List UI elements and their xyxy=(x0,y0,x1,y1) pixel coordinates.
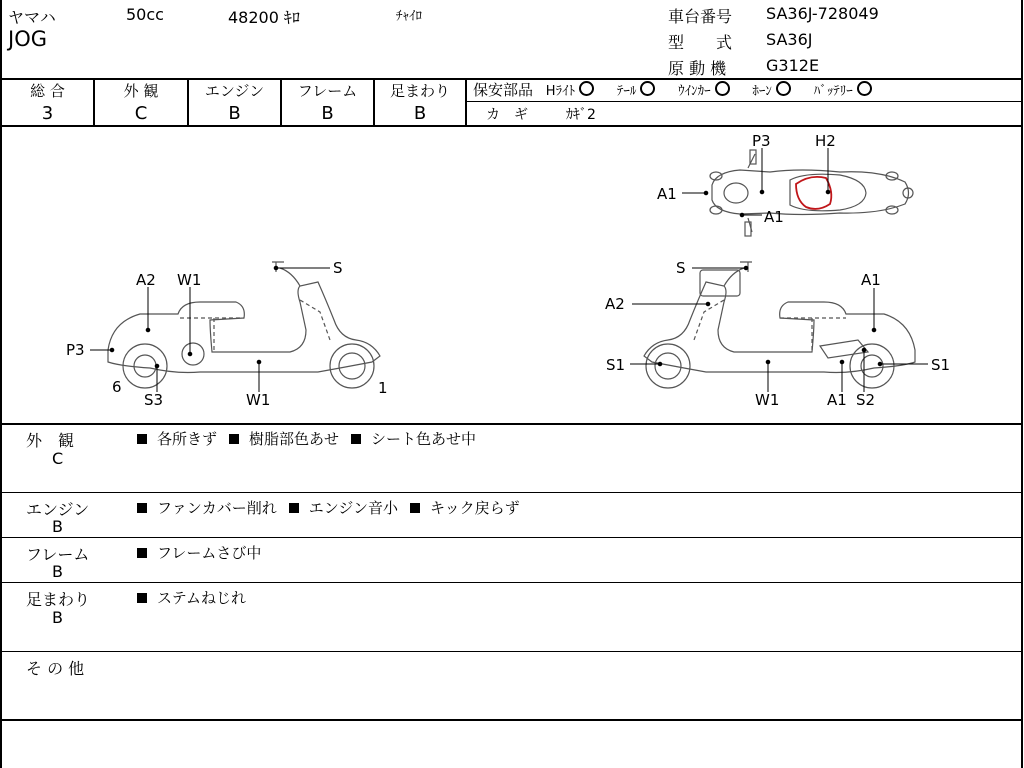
section-frame-title: フレーム xyxy=(26,545,90,564)
safety-item-label: Hﾗｲﾄ xyxy=(545,84,576,99)
note-item: ファンカバー削れ xyxy=(137,497,277,518)
label-right-a2: A2 xyxy=(605,295,625,313)
bullet-square-icon xyxy=(137,434,147,444)
section-divider xyxy=(0,719,1023,721)
section-frame-grade: B xyxy=(52,562,63,581)
key-value: ｶｷﾞ2 xyxy=(566,107,596,123)
section-suspension-grade: B xyxy=(52,608,63,627)
section-divider xyxy=(0,492,1023,493)
label-left-p3: P3 xyxy=(66,341,85,359)
section-suspension-title: 足まわり xyxy=(26,590,91,609)
grade-value: C xyxy=(134,103,148,124)
safety-item-battery xyxy=(814,84,872,99)
section-frame-notes xyxy=(137,542,273,563)
grade-frame xyxy=(282,80,373,126)
maker: ヤマハ xyxy=(8,8,56,27)
ok-circle-icon xyxy=(579,81,594,96)
grade-value: B xyxy=(321,103,334,124)
label-left-a2: A2 xyxy=(136,271,156,289)
safety-item-horn xyxy=(752,84,791,99)
note-item: キック戻らず xyxy=(410,497,520,518)
damage-diagram xyxy=(0,127,1022,423)
ok-circle-icon xyxy=(857,81,872,96)
mileage: 48200 ｷﾛ xyxy=(228,8,300,27)
color: ﾁｬｲﾛ xyxy=(396,9,422,24)
model-type-label: 型 式 xyxy=(668,33,733,52)
section-divider xyxy=(0,537,1023,538)
label-right-s2: S2 xyxy=(856,391,876,409)
label-left-s3: S3 xyxy=(144,391,164,409)
safety-item-label: ﾃｰﾙ xyxy=(616,84,637,99)
model-name: JOG xyxy=(8,27,47,51)
label-top-a1-low: A1 xyxy=(764,208,784,226)
grade-label: 総 合 xyxy=(30,82,65,100)
note-item: シート色あせ中 xyxy=(351,428,476,449)
bullet-square-icon xyxy=(137,503,147,513)
bullet-square-icon xyxy=(410,503,420,513)
bullet-square-icon xyxy=(289,503,299,513)
label-right-a1-bottom: A1 xyxy=(827,391,847,409)
model-type: SA36J xyxy=(766,30,813,49)
section-exterior-notes xyxy=(137,428,488,449)
grade-label: フレーム xyxy=(297,82,358,100)
scooter-top-view xyxy=(710,150,913,236)
label-top-h2: H2 xyxy=(815,132,836,150)
label-right-w1: W1 xyxy=(755,391,780,409)
note-item: 樹脂部色あせ xyxy=(229,428,339,449)
ok-circle-icon xyxy=(640,81,655,96)
grade-divider xyxy=(465,78,467,126)
bullet-square-icon xyxy=(229,434,239,444)
label-left-w1-bottom: W1 xyxy=(246,391,271,409)
safety-parts-label: 保安部品 xyxy=(473,81,534,99)
grade-overall xyxy=(2,80,93,126)
safety-item-label: ｳｲﾝｶｰ xyxy=(678,84,711,99)
section-engine-grade: B xyxy=(52,517,63,536)
note-item: ステムねじれ xyxy=(137,587,246,608)
bullet-square-icon xyxy=(137,548,147,558)
engine-type-label: 原 動 機 xyxy=(668,59,727,78)
label-left-w1-top: W1 xyxy=(177,271,202,289)
grade-exterior xyxy=(95,80,187,126)
note-item: エンジン音小 xyxy=(289,497,398,518)
note-item: 各所きず xyxy=(137,428,217,449)
label-left-6: 6 xyxy=(112,378,122,396)
label-top-p3: P3 xyxy=(752,132,771,150)
section-engine-title: エンジン xyxy=(26,500,90,519)
label-top-a1-left: A1 xyxy=(657,185,677,203)
section-other-title: そ の 他 xyxy=(26,659,85,678)
label-right-a1-top: A1 xyxy=(861,271,881,289)
grade-label: 外 観 xyxy=(123,82,159,100)
safety-item-label: ﾎｰﾝ xyxy=(752,84,772,99)
grade-value: B xyxy=(413,103,427,124)
ok-circle-icon xyxy=(776,81,791,96)
grade-value: 3 xyxy=(41,103,54,124)
engine-type: G312E xyxy=(766,56,820,75)
safety-item-label: ﾊﾞｯﾃﾘｰ xyxy=(813,84,853,99)
label-right-s: S xyxy=(676,259,686,277)
section-divider xyxy=(0,651,1023,652)
bullet-square-icon xyxy=(137,593,147,603)
frame-number-label: 車台番号 xyxy=(668,7,733,26)
grade-label: エンジン xyxy=(204,82,265,100)
note-item: フレームさび中 xyxy=(137,542,261,563)
safety-parts-row xyxy=(473,80,872,102)
section-divider xyxy=(0,423,1023,425)
label-right-s1-left: S1 xyxy=(606,356,626,374)
displacement: 50cc xyxy=(126,5,164,24)
label-left-s: S xyxy=(333,259,343,277)
section-engine-notes xyxy=(137,497,532,518)
bullet-square-icon xyxy=(351,434,361,444)
safety-item-winker xyxy=(678,84,730,99)
safety-item-tail xyxy=(617,84,656,99)
section-divider xyxy=(0,582,1023,583)
section-suspension-notes xyxy=(137,587,258,608)
grade-suspension xyxy=(375,80,465,126)
label-left-1: 1 xyxy=(378,379,388,397)
grade-label: 足まわり xyxy=(389,82,450,100)
grade-value: B xyxy=(228,103,241,124)
section-exterior-title: 外 観 xyxy=(26,431,75,450)
grade-engine xyxy=(189,80,280,126)
ok-circle-icon xyxy=(715,81,730,96)
frame-number: SA36J-728049 xyxy=(766,4,879,23)
key-label: カ ギ xyxy=(486,107,528,123)
label-right-s1-right: S1 xyxy=(931,356,951,374)
safety-item-headlight xyxy=(546,84,594,99)
section-exterior-grade: C xyxy=(52,449,64,468)
